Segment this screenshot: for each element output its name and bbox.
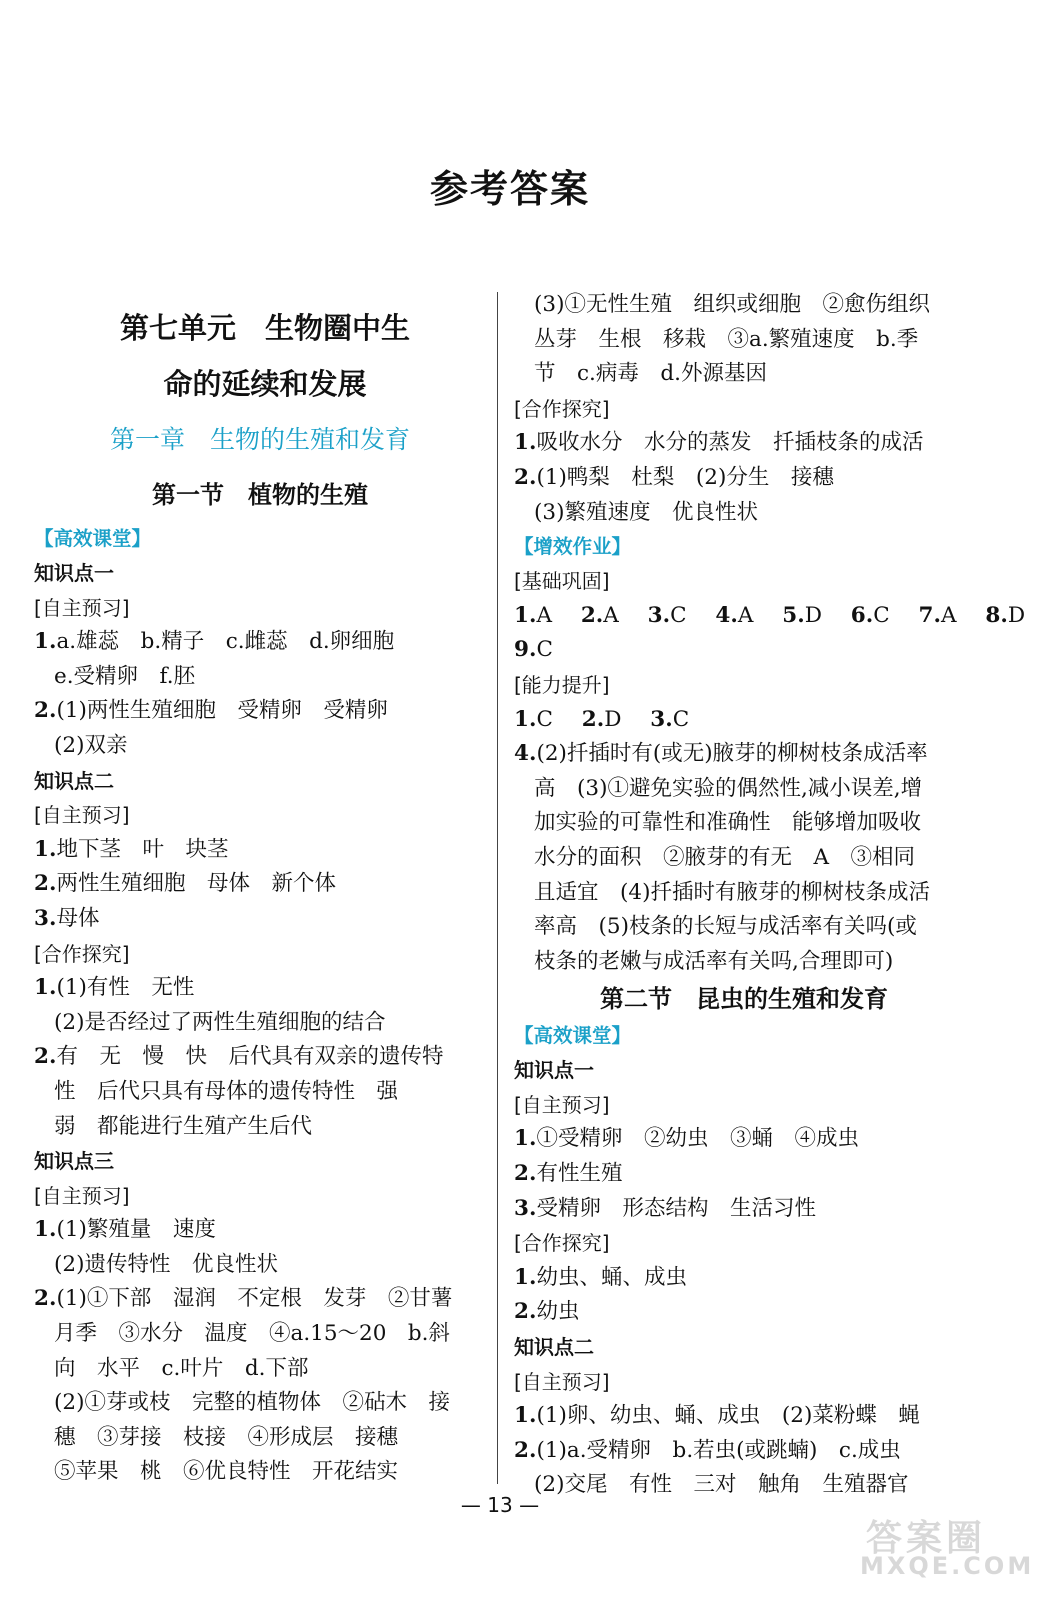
answer-line: 向 水平 c.叶片 d.下部 <box>54 1355 309 1381</box>
multiple-choice-answers: 1.A 2.A 3.C 4.A 5.D 6.C 7.A 8.D <box>514 602 1026 628</box>
answer-line: 3.母体 <box>34 905 100 931</box>
cooperative-inquiry-label: [合作探究] <box>514 396 610 421</box>
unit-title-line2: 命的延续和发展 <box>163 367 367 401</box>
answer-line: 1.幼虫、蛹、成虫 <box>514 1264 687 1290</box>
answer-line: 率高 (5)枝条的长短与成活率有关吗(或 <box>534 914 917 940</box>
knowledge-point-2: 知识点二 <box>514 1335 594 1360</box>
knowledge-point-2: 知识点二 <box>34 768 114 793</box>
answer-line: (2)遗传特性 优良性状 <box>54 1251 278 1277</box>
watermark-text-top: 答案圈 <box>866 1518 987 1559</box>
answer-line: 1.①受精卵 ②幼虫 ③蛹 ④成虫 <box>514 1126 859 1152</box>
answer-line: 1.吸收水分 水分的蒸发 扦插枝条的成活 <box>514 430 924 456</box>
answer-line: 2.有 无 慢 快 后代具有双亲的遗传特 <box>34 1044 444 1070</box>
answer-line: 9.C <box>514 637 553 663</box>
cooperative-inquiry-label: [合作探究] <box>34 941 130 966</box>
answer-line: (2)双亲 <box>54 732 128 758</box>
multiple-choice-answers: 1.C 2.D 3.C <box>514 706 690 732</box>
answer-line: 2.(1)鸭梨 杜梨 (2)分生 接穗 <box>514 464 834 490</box>
page-number: — 13 — <box>460 1493 540 1517</box>
page-title: 参考答案 <box>429 167 590 211</box>
answer-line: 节 c.病毒 d.外源基因 <box>534 361 767 387</box>
answer-line: (2)是否经过了两性生殖细胞的结合 <box>54 1009 386 1035</box>
answer-line: 且适宜 (4)扦插时有腋芽的柳树枝条成活 <box>534 879 930 905</box>
answer-line: 1.a.雄蕊 b.精子 c.雌蕊 d.卵细胞 <box>34 629 395 655</box>
answer-line: (3)繁殖速度 优良性状 <box>534 499 758 525</box>
section-title-1: 第一节 植物的生殖 <box>152 481 368 509</box>
watermark-logo <box>860 1510 1035 1580</box>
chapter-title: 第一章 生物的生殖和发育 <box>109 425 410 454</box>
answer-line: 1.(1)卵、幼虫、蛹、成虫 (2)菜粉蝶 蝇 <box>514 1403 920 1429</box>
answer-line: 2.幼虫 <box>514 1299 580 1325</box>
answer-line: 水分的面积 ②腋芽的有无 A ③相同 <box>534 844 916 870</box>
column-divider <box>497 292 498 1484</box>
answer-line: 1.(1)繁殖量 速度 <box>34 1217 216 1243</box>
self-preview-label: [自主预习] <box>34 1183 130 1208</box>
answer-line: (2)①芽或枝 完整的植物体 ②砧木 接 <box>54 1390 450 1416</box>
tag-efficient-class: 【高效课堂】 <box>514 1024 632 1048</box>
answer-line: 2.(1)a.受精卵 b.若虫(或跳蝻) c.成虫 <box>514 1437 901 1463</box>
tag-efficient-class: 【高效课堂】 <box>34 527 152 550</box>
left-column <box>34 300 486 1490</box>
knowledge-point-1: 知识点一 <box>34 561 114 585</box>
cooperative-inquiry-label: [合作探究] <box>514 1231 610 1256</box>
answer-line: 2.两性生殖细胞 母体 新个体 <box>34 871 336 897</box>
watermark-text-bottom: MXQE.COM <box>860 1552 1035 1580</box>
answer-line: 枝条的老嫩与成活率有关吗,合理即可) <box>534 948 894 974</box>
right-column <box>514 288 1026 1503</box>
answer-line: 2.(1)两性生殖细胞 受精卵 受精卵 <box>34 698 388 724</box>
ability-improvement-label: [能力提升] <box>514 672 610 697</box>
self-preview-label: [自主预习] <box>34 595 130 620</box>
tag-enhanced-homework: 【增效作业】 <box>514 535 632 559</box>
answer-line: 穗 ③芽接 枝接 ④形成层 接穗 <box>54 1424 399 1450</box>
answer-line: e.受精卵 f.胚 <box>54 663 196 689</box>
answer-line: ⑤苹果 桃 ⑥优良特性 开花结实 <box>54 1459 399 1485</box>
answer-line: 1.(1)有性 无性 <box>34 975 195 1001</box>
unit-title-line1: 第七单元 生物圈中生 <box>119 311 410 345</box>
section-title-2: 第二节 昆虫的生殖和发育 <box>600 985 888 1014</box>
answer-line: 3.受精卵 形态结构 生活习性 <box>514 1195 816 1221</box>
basic-consolidation-label: [基础巩固] <box>514 569 610 594</box>
answer-line: 加实验的可靠性和准确性 能够增加吸收 <box>534 810 922 836</box>
answer-line: (3)①无性生殖 组织或细胞 ②愈伤组织 <box>534 292 930 317</box>
answer-line: 月季 ③水分 温度 ④a.15～20 b.斜 <box>54 1321 450 1347</box>
answer-line: 高 (3)①避免实验的偶然性,减小误差,增 <box>534 775 923 801</box>
knowledge-point-3: 知识点三 <box>34 1149 114 1174</box>
answer-line: 丛芽 生根 移栽 ③a.繁殖速度 b.季 <box>534 326 919 352</box>
answer-line: 2.(1)①下部 湿润 不定根 发芽 ②甘薯 <box>34 1286 453 1312</box>
answer-line: 2.有性生殖 <box>514 1161 623 1187</box>
answer-line: (2)交尾 有性 三对 触角 生殖器官 <box>534 1472 909 1498</box>
answer-line: 性 后代只具有母体的遗传特性 强 <box>54 1078 399 1104</box>
self-preview-label: [自主预习] <box>514 1092 610 1117</box>
answer-line: 弱 都能进行生殖产生后代 <box>54 1113 313 1139</box>
answer-line: 4.(2)扦插时有(或无)腋芽的柳树枝条成活率 <box>514 741 928 767</box>
knowledge-point-1: 知识点一 <box>514 1058 594 1083</box>
answer-line: 1.地下茎 叶 块茎 <box>34 836 229 862</box>
self-preview-label: [自主预习] <box>514 1369 610 1394</box>
self-preview-label: [自主预习] <box>34 803 130 828</box>
